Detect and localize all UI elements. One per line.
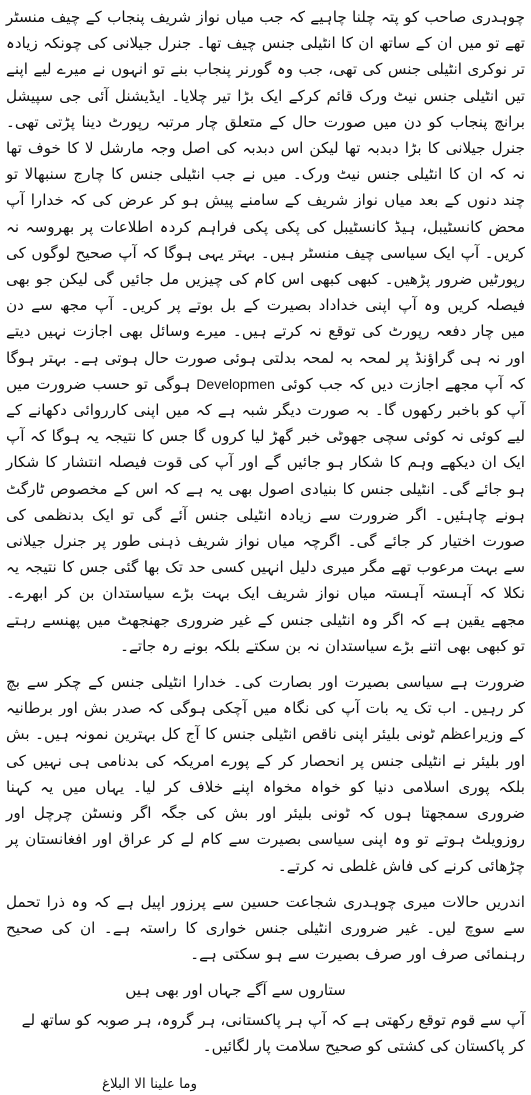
article-page [6, 4, 525, 1093]
sign-off: وما علینا الا البلاغ [102, 1076, 198, 1093]
closing-paragraph: آپ سے قوم توقع رکھتی ہے کہ آپ ہر پاکستانی، ہر گروہ، ہر صوبہ کو ساتھ لے کر پاکستان کی کشتی کو صحیح سلامت پار لگائیں۔ [21, 1011, 525, 1056]
paragraph-appeal [6, 889, 525, 968]
paragraph-2-text: ضرورت ہے سیاسی بصیرت اور بصارت کی۔ خدارا انٹیلی جنس کے چکر سے بچ کر رہیں۔ اب تک یہ بات آپ کی نگاہ میں آچکی ہوگی کہ صدر بش اور برطانیہ کے وزیراعظم ٹونی بلیئر اپنی ناقص انٹیلی جنس کا آج کل بہترین نمونہ ہیں۔ بش اور بلیئر نے انٹیلی جنس پر انحصار کر کے پورے امریکہ کی بدنامی ہی نہیں کی بلکہ پوری اسلامی دنیا کو خواہ مخواہ اپنے خلاف کر لیا۔ یہاں میں یہ کہنا ضروری سمجھتا ہوں کہ ٹونی بلیئر اور بش کی جگہ اگر ونسٹن چرچل اور روزویلٹ ہوتے تو وہ اپنی سیاسی بصیرت سے کام لے کر عراق اور افغانستان پر چڑھائی کرنے کی فاش غلطی نہ کرتے۔ [6, 673, 525, 875]
paragraph-1-text-a: چوہدری صاحب کو پتہ چلنا چاہیے کہ جب میاں نواز شریف پنجاب کے چیف منسٹر تھے تو میں ان کے ساتھ ان کا انٹیلی جنس چیف تھا۔ جنرل جیلانی کی چونکہ زیادہ تر نوکری انٹیلی جنس کی تھی، جب وہ گورنر پنجاب بنے تو انہوں نے میرے لیے اپنے تیں انٹیلی جنس نیٹ ورک قائم کرکے ایک بڑا تیر چلایا۔ ایڈیشنل آئی جی سپیشل برانچ پنجاب کو دن میں صورت حال کے متعلق چار مرتبہ رپورٹ دینا پڑتی تھی۔ جنرل جیلانی کا بڑا دبدبہ تھا لیکن اس دبدبہ کی اصل وجہ مارشل لا کا خوف تھا نہ کہ ان کا انٹیلی جنس نیٹ ورک۔ میں نے جب انٹیلی جنس کا چارج سنبھالا تو چند دنوں کے بعد میاں نواز شریف کے سامنے پیش ہو کر عرض کی کہ خدارا آپ محض کانسٹیبل، ہیڈ کانسٹیبل کی پکی پکی فراہم کردہ اطلاعات پر بھروسہ نہ کریں۔ آپ ایک سیاسی چیف منسٹر ہیں۔ بہتر یہی ہوگا کہ آپ صحیح لوگوں کی رپورٹیں ضرور پڑھیں۔ کبھی کبھی اس کام کی چیزیں مل جائیں گی لیکن جو بھی فیصلہ کریں وہ آپ اپنی خداداد بصیرت کے بل بوتے پر کریں۔ آپ مجھ سے دن میں چار دفعہ رپورٹ کی توقع نہ کرتے ہیں۔ میرے وسائل بھی اجازت نہیں دیتے اور نہ ہی گراؤنڈ پر لمحہ بہ لمحہ بدلتی ہوئی صورت حال ہوتی ہے۔ بہتر ہوگا کہ آپ مجھے اجازت دیں کہ جب کوئی [6, 8, 525, 393]
paragraph-3-text: اندریں حالات میری چوہدری شجاعت حسین سے پرزور اپیل ہے کہ وہ ذرا تحمل سے سوچ لیں۔ غیر ضروری انٹیلی جنس خواری کا راستہ ہے۔ ان کی صحیح رہنمائی صرف اور صرف بصیرت سے ہو سکتی ہے۔ [6, 892, 525, 964]
poetry-verse: ستاروں سے آگے جہاں اور بھی ہیں [125, 981, 346, 1000]
latin-word-development: Developmen [196, 375, 275, 392]
paragraph-1-text-b: ہوگی تو حسب ضرورت میں آپ کو باخبر رکھوں گا۔ بہ صورت دیگر شبہ ہے کہ میں اپنی کارروائی دکھانے کے لیے کوئی نہ کوئی سچی جھوٹی خبر گھڑ لیا کروں گا جس کا نتیجہ یہ ہوگا کہ آپ ایک ان دیکھے وہم کا شکار ہو جائیں گے اور آپ کی قوت فیصلہ انتشار کا شکار ہو جائے گی۔ انٹیلی جنس کا بنیادی اصول بھی یہ ہے کہ اس کے مخصوص ٹارگٹ ہونے چاہئیں۔ اگر ضرورت سے زیادہ انٹیلی جنس آئے گی تو ایک بدنظمی کی صورت اختیار کر جائے گی۔ اگرچہ میاں نواز شریف ذہنی طور پر جنرل جیلانی سے بہت مرعوب تھے مگر میری دلیل انہیں کسی حد تک بھا گئی جس کا نتیجہ یہ نکلا کہ آہستہ آہستہ میاں نواز شریف ایک بہت بڑے سیاستدان بن کر ابھرے۔ مجھے یقین ہے کہ اگر وہ انٹیلی جنس کے غیر ضروری جھنجھٹ میں پھنسے رہتے تو کبھی بھی اتنے بڑے سیاستدان نہ بن سکتے بلکہ بونے رہ جاتے۔ [6, 374, 525, 655]
paragraph-political-vision [6, 669, 525, 879]
paragraph-intelligence-chief [6, 4, 525, 659]
